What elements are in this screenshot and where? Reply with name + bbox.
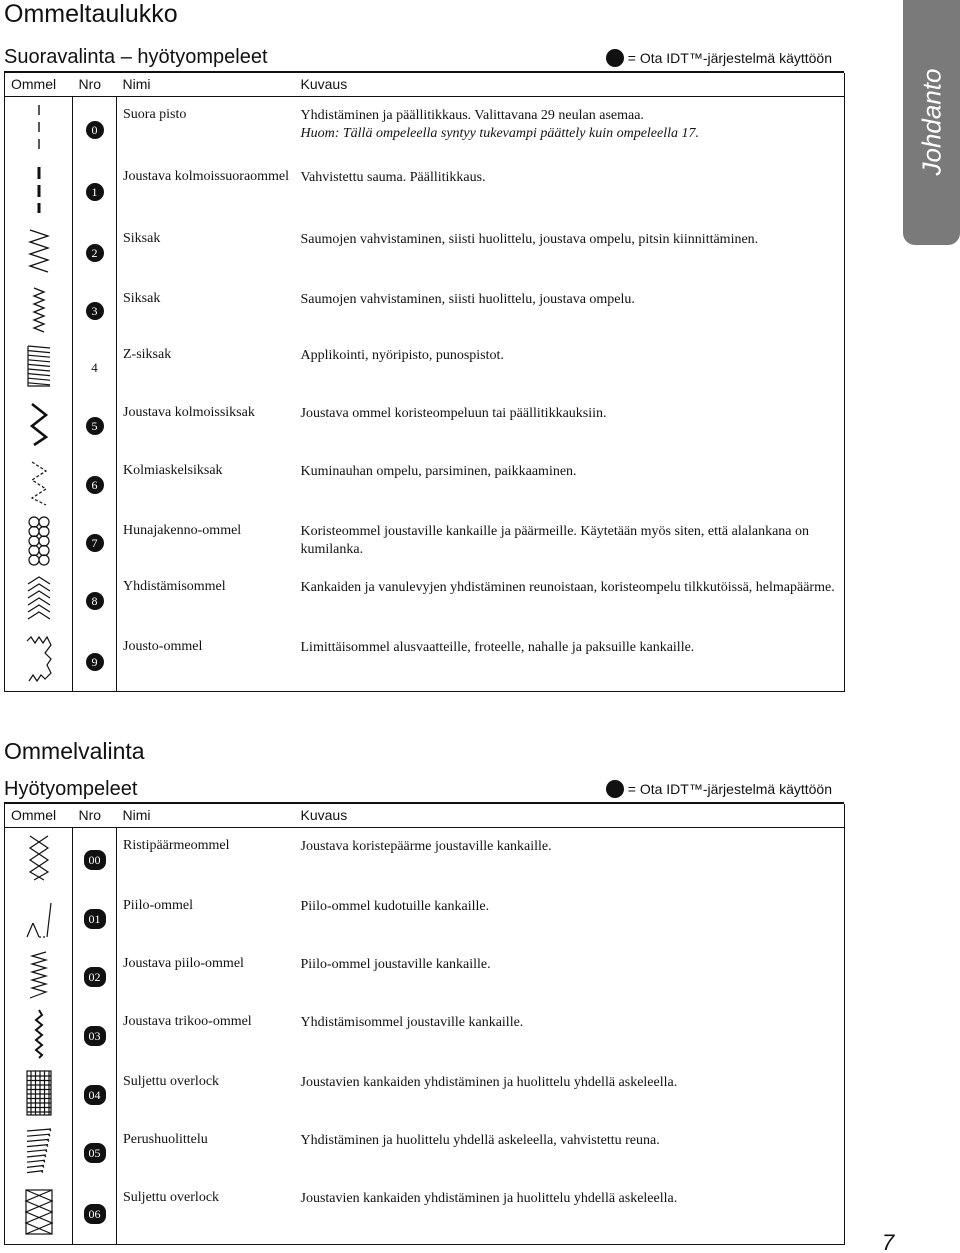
- stitch-name: Jousto-ommel: [117, 629, 295, 692]
- stitch-number-cell: [73, 1004, 117, 1064]
- stitch-name: Suora pisto: [123, 106, 187, 122]
- stitch-description-cell: [295, 337, 845, 395]
- table-row: [5, 513, 845, 569]
- stitch-description: Yhdistämisommel joustaville kankaille.: [300, 1014, 524, 1030]
- stitch-description-cell: [295, 1064, 845, 1122]
- stitch-number: 8: [86, 592, 104, 610]
- section1-title: Suoravalinta – hyötyompeleet: [4, 46, 268, 68]
- straight-stitch-icon: [5, 97, 72, 159]
- stitch-description: Piilo-ommel joustaville kankaille.: [300, 956, 491, 972]
- col-nimi: Nimi: [117, 73, 295, 96]
- closed-overlock-icon: [5, 1064, 72, 1122]
- stitch-name: Joustava trikoo-ommel: [123, 1013, 252, 1029]
- stitch-number: 4: [91, 359, 98, 375]
- stitch-number: 1: [86, 183, 104, 201]
- stitch-description: Joustava koristepäärme joustaville kankaille.: [300, 838, 552, 854]
- stitch-number-cell: [73, 569, 117, 629]
- section2-heading: Ommelvalinta: [4, 738, 145, 764]
- stitch-description-cell: [295, 827, 845, 888]
- stitch-name: Siksak: [123, 290, 161, 306]
- section2-title: Hyötyompeleet: [4, 778, 138, 800]
- section1-table: [4, 73, 845, 692]
- cross-hem-icon: [5, 828, 72, 888]
- stitch-description: Applikointi, nyöripisto, punospistot.: [300, 347, 504, 363]
- elastic-blind-hem-icon: [5, 946, 72, 1004]
- table-row: [5, 96, 845, 159]
- table-row: [5, 159, 845, 221]
- table-row: [5, 453, 845, 513]
- stitch-number: 04: [84, 1085, 106, 1105]
- stitch-symbol-cell: [5, 569, 73, 629]
- zigzag-icon: [5, 221, 72, 281]
- stitch-name: Yhdistämisommel: [123, 578, 226, 594]
- zigzag-narrow-icon: [5, 281, 72, 337]
- stitch-description: Koristeommel joustaville kankaille ja päärmeille. Käytetään myös siten, että alalankana on kumilanka.: [300, 523, 809, 557]
- stitch-symbol-cell: [5, 1004, 73, 1064]
- table-row: [5, 1064, 845, 1122]
- stitch-description-cell: [295, 569, 845, 629]
- stitch-symbol-cell: [5, 159, 73, 221]
- stitch-description-cell: [295, 453, 845, 513]
- tricot-stitch-icon: [5, 1004, 72, 1064]
- stitch-note: Huom: Tällä ompeleella syntyy tukevampi päättely kuin ompeleella 17.: [300, 125, 700, 141]
- col-ommel: Ommel: [5, 804, 73, 827]
- triple-zigzag-icon: [5, 395, 72, 453]
- table-row: [5, 888, 845, 946]
- idt-dot-icon: [606, 49, 624, 67]
- stitch-number-cell: [73, 453, 117, 513]
- joining-stitch-icon: [5, 569, 72, 629]
- col-nimi: Nimi: [117, 804, 295, 827]
- stitch-description-cell: [295, 888, 845, 946]
- z-zigzag-icon: [5, 337, 72, 395]
- closed-overlock-2-icon: [5, 1180, 72, 1244]
- stitch-symbol-cell: [5, 946, 73, 1004]
- stitch-number: 9: [86, 653, 104, 671]
- stitch-name: Piilo-ommel: [123, 897, 193, 913]
- stitch-description-cell: [295, 1180, 845, 1245]
- stitch-description-cell: [295, 281, 845, 337]
- table-row: [5, 281, 845, 337]
- idt-dot-icon: [606, 780, 624, 798]
- stitch-description: Joustavien kankaiden yhdistäminen ja huolittelu yhdellä askeleella.: [300, 1190, 678, 1206]
- stitch-symbol-cell: [5, 1064, 73, 1122]
- table-row: [5, 629, 845, 692]
- stitch-symbol-cell: [5, 1122, 73, 1180]
- stitch-name: Joustava kolmoissiksak: [123, 404, 255, 420]
- elastic-stitch-icon: [5, 629, 72, 691]
- stitch-symbol-cell: [5, 629, 73, 692]
- stitch-name: Suljettu overlock: [123, 1073, 220, 1089]
- stitch-description-cell: [295, 395, 845, 453]
- stitch-description: Vahvistettu sauma. Päällitikkaus.: [300, 169, 486, 185]
- stitch-description: Limittäisommel alusvaatteille, froteelle, nahalle ja paksuille kankaille.: [300, 639, 695, 655]
- stitch-name: Suljettu overlock: [117, 1180, 295, 1245]
- stitch-name: Perushuolittelu: [123, 1131, 208, 1147]
- stitch-number-cell: [73, 1064, 117, 1122]
- stitch-symbol-cell: [5, 337, 73, 395]
- stitch-description: Joustava ommel koristeompeluun tai päällitikkauksiin.: [300, 405, 607, 421]
- three-step-zigzag-icon: [5, 453, 72, 513]
- page-number: 7: [882, 1230, 895, 1253]
- col-kuvaus: Kuvaus: [295, 804, 845, 827]
- stitch-description: Yhdistäminen ja huolittelu yhdellä askeleella, vahvistettu reuna.: [300, 1132, 660, 1148]
- stitch-description: Piilo-ommel kudotuille kankaille.: [300, 898, 490, 914]
- table-row: [5, 337, 845, 395]
- table-row: [5, 1122, 845, 1180]
- stitch-number-cell: [73, 337, 117, 395]
- stitch-description-cell: [295, 946, 845, 1004]
- stitch-description-cell: [295, 221, 845, 281]
- stitch-description-cell: [295, 1004, 845, 1064]
- stitch-description-cell: [295, 96, 845, 159]
- stitch-name: Hunajakenno-ommel: [123, 522, 242, 538]
- table-row: [5, 1180, 845, 1245]
- col-kuvaus: Kuvaus: [295, 73, 845, 96]
- stitch-number: 3: [86, 302, 104, 320]
- table-row: [5, 1004, 845, 1064]
- stitch-number: 2: [86, 244, 104, 262]
- stitch-symbol-cell: [5, 395, 73, 453]
- table-header: [5, 804, 845, 827]
- stitch-number-cell: [73, 96, 117, 159]
- stitch-symbol-cell: [5, 453, 73, 513]
- stitch-number-cell: [73, 1122, 117, 1180]
- stitch-symbol-cell: [5, 513, 73, 569]
- page-title: Ommeltaulukko: [4, 0, 178, 28]
- stitch-description: Joustavien kankaiden yhdistäminen ja huolittelu yhdellä askeleella.: [300, 1074, 678, 1090]
- stitch-description-cell: [295, 629, 845, 692]
- stitch-description: Saumojen vahvistaminen, siisti huolittelu, joustava ompelu, pitsin kiinnittäminen.: [300, 231, 759, 247]
- stitch-description: Kankaiden ja vanulevyjen yhdistäminen reunoistaan, koristeompelu tilkkutöissä, helmapäärme.: [300, 579, 835, 595]
- table-row: [5, 946, 845, 1004]
- side-tab[interactable]: [903, 0, 960, 245]
- stitch-number: 01: [84, 909, 106, 929]
- stitch-symbol-cell: [5, 1180, 73, 1245]
- stitch-number: 05: [84, 1143, 106, 1163]
- stitch-description: Kuminauhan ompelu, parsiminen, paikkaaminen.: [300, 463, 577, 479]
- section2-table: [4, 804, 845, 1245]
- stitch-description: Yhdistäminen ja päällitikkaus. Valittavana 29 neulan asemaa.: [300, 107, 644, 123]
- stitch-number: 06: [84, 1204, 106, 1224]
- side-tab-label: Johdanto: [916, 68, 946, 176]
- stitch-symbol-cell: [5, 221, 73, 281]
- stitch-number-cell: [73, 946, 117, 1004]
- stitch-symbol-cell: [5, 827, 73, 888]
- stitch-number: 5: [86, 417, 104, 435]
- stitch-description: Saumojen vahvistaminen, siisti huolittelu, joustava ompelu.: [300, 291, 635, 307]
- stitch-number-cell: [73, 827, 117, 888]
- table-row: [5, 569, 845, 629]
- table-header: [5, 73, 845, 96]
- stitch-name: Ristipäärmeommel: [123, 837, 230, 853]
- stitch-name: Siksak: [123, 230, 161, 246]
- stitch-number-cell: [73, 395, 117, 453]
- stitch-number: 6: [86, 476, 104, 494]
- honeycomb-icon: [5, 513, 72, 569]
- stitch-description-cell: [295, 159, 845, 221]
- stitch-number-cell: [73, 281, 117, 337]
- stitch-number: 02: [84, 967, 106, 987]
- stitch-name: Kolmiaskelsiksak: [123, 462, 223, 478]
- col-ommel: Ommel: [5, 73, 73, 96]
- stitch-number-cell: [73, 513, 117, 569]
- table-row: [5, 221, 845, 281]
- stitch-symbol-cell: [5, 281, 73, 337]
- table-row: [5, 395, 845, 453]
- col-nro: Nro: [73, 804, 117, 827]
- stitch-number: 00: [84, 850, 106, 870]
- stitch-number-cell: [73, 221, 117, 281]
- section2-legend: = Ota IDT™-järjestelmä käyttöön: [606, 780, 832, 798]
- triple-straight-stitch-icon: [5, 159, 72, 221]
- stitch-number-cell: [73, 1180, 117, 1245]
- blind-hem-icon: [5, 888, 72, 946]
- stitch-symbol-cell: [5, 96, 73, 159]
- stitch-name: Joustava kolmoissuoraommel: [123, 168, 290, 184]
- table-row: [5, 827, 845, 888]
- section1-legend: = Ota IDT™-järjestelmä käyttöön: [606, 49, 832, 67]
- stitch-symbol-cell: [5, 888, 73, 946]
- stitch-number: 03: [84, 1026, 106, 1046]
- stitch-description-cell: [295, 513, 845, 569]
- stitch-number: 7: [86, 534, 104, 552]
- col-nro: Nro: [73, 73, 117, 96]
- stitch-number-cell: [73, 888, 117, 946]
- stitch-name: Joustava piilo-ommel: [123, 955, 244, 971]
- stitch-name: Z-siksak: [123, 346, 172, 362]
- basic-overcast-icon: [5, 1122, 72, 1180]
- stitch-number-cell: [73, 159, 117, 221]
- stitch-number-cell: [73, 629, 117, 692]
- stitch-number: 0: [86, 121, 104, 139]
- stitch-description-cell: [295, 1122, 845, 1180]
